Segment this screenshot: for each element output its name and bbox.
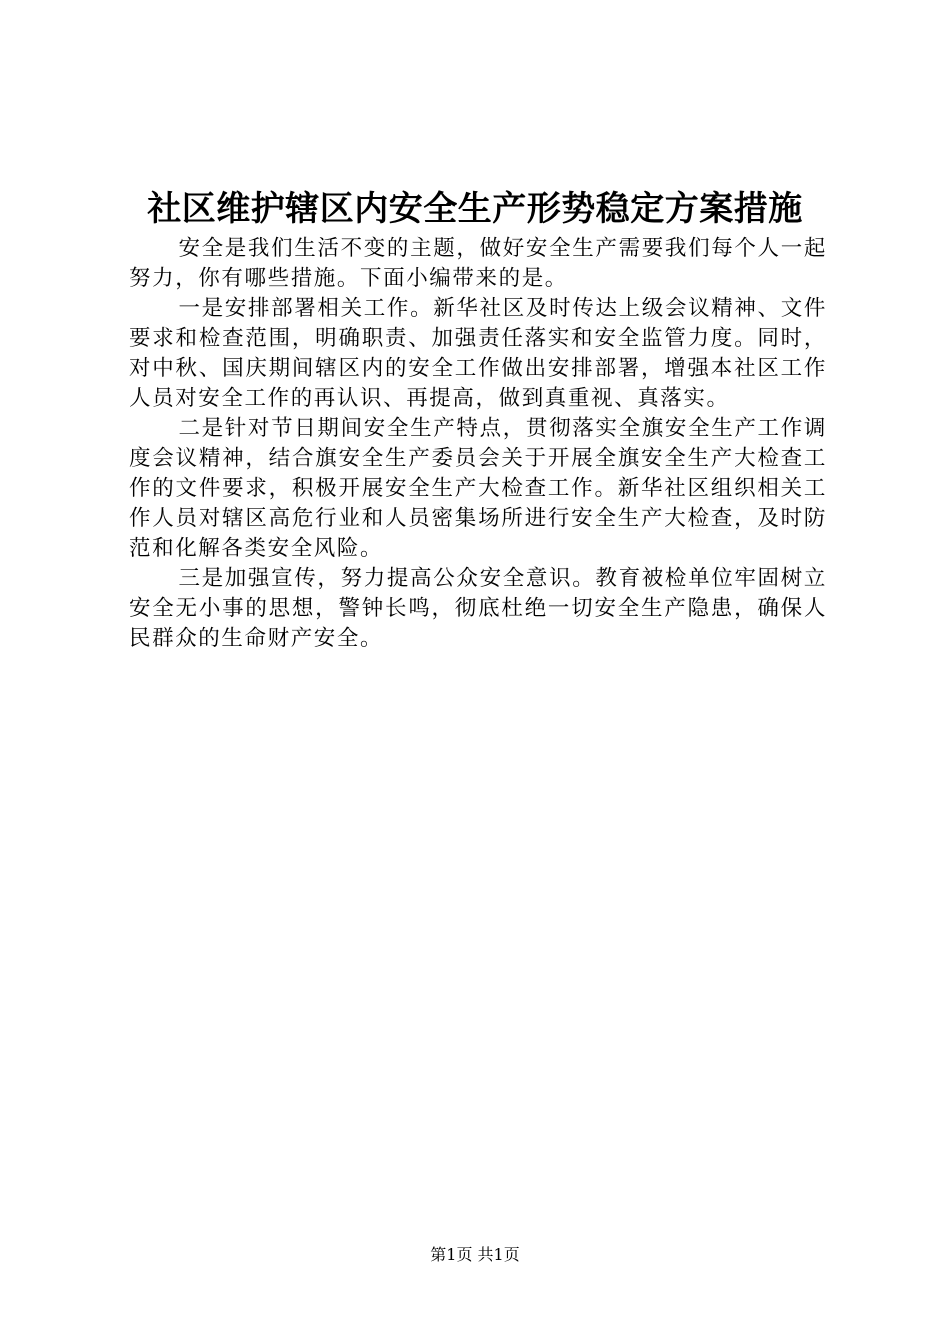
paragraph-measure-three: 三是加强宣传，努力提高公众安全意识。教育被检单位牢固树立安全无小事的思想，警钟长鸣，彻底杜绝一切安全生产隐患，确保人民群众的生命财产安全。 [129, 566, 827, 651]
document-title: 社区维护辖区内安全生产形势稳定方案措施 [147, 189, 803, 229]
page-number-footer: 第1页 共1页 [430, 1245, 520, 1264]
paragraph-measure-one: 一是安排部署相关工作。新华社区及时传达上级会议精神、文件要求和检查范围，明确职责、加强责任落实和安全监管力度。同时，对中秋、国庆期间辖区内的安全工作做出安排部署，增强本社区工作人员对安全工作的再认识、再提高，做到真重视、真落实。 [129, 296, 827, 411]
paragraph-measure-two: 二是针对节日期间安全生产特点，贯彻落实全旗安全生产工作调度会议精神，结合旗安全生产委员会关于开展全旗安全生产大检查工作的文件要求，积极开展安全生产大检查工作。新华社区组织相关工作人员对辖区高危行业和人员密集场所进行安全生产大检查，及时防范和化解各类安全风险。 [129, 416, 827, 561]
document-body [129, 234, 827, 654]
paragraph-intro: 安全是我们生活不变的主题，做好安全生产需要我们每个人一起努力，你有哪些措施。下面小编带来的是。 [129, 236, 827, 291]
